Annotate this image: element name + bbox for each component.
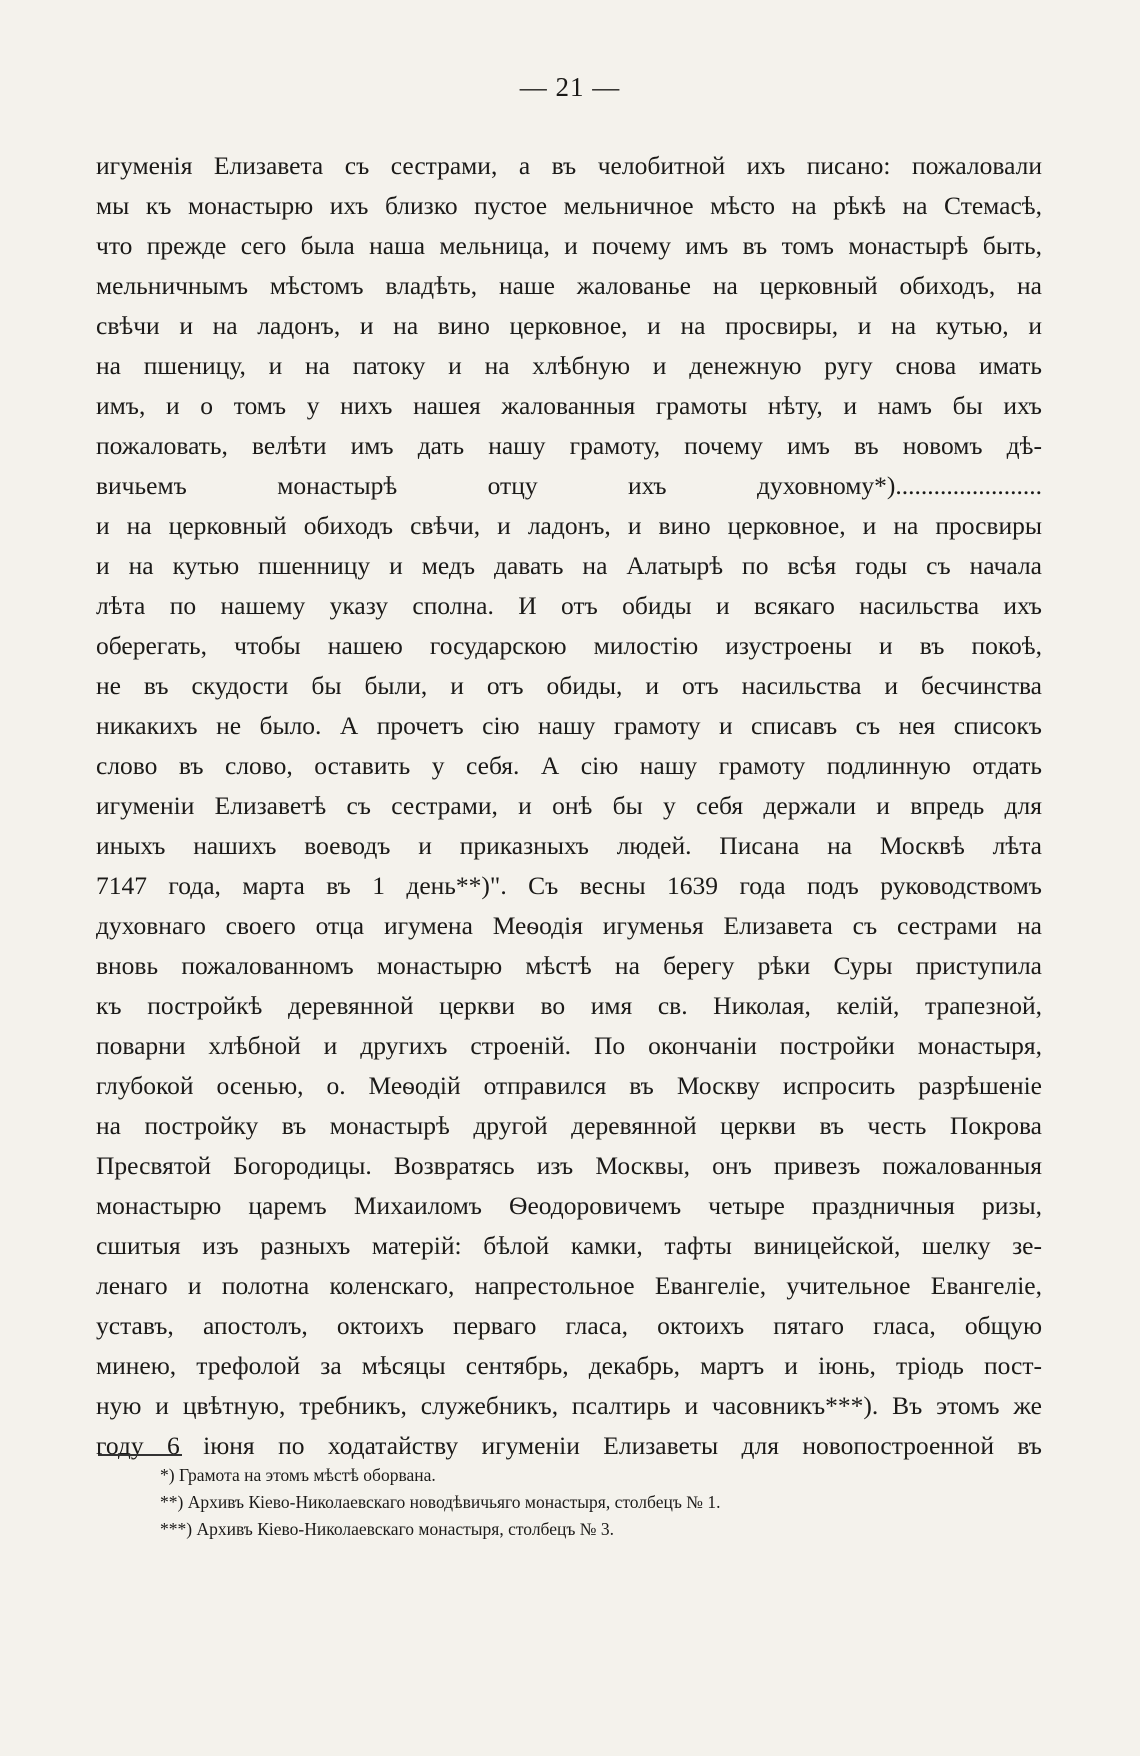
text-line: вновь пожалованномъ монастырю мѣстѣ на берегу рѣки Суры приступила [96, 951, 1042, 980]
text-line: и на церковный обиходъ свѣчи, и ладонъ, и вино церковное, и на просвиры [96, 511, 1042, 540]
text-line: слово въ слово, оставить у себя. А сію нашу грамоту подлинную отдать [96, 751, 1042, 780]
text-line: сшитыя изъ разныхъ матерій: бѣлой камки, тафты виницейской, шелку зе- [96, 1231, 1042, 1260]
text-line: минею, трефолой за мѣсяцы сентябрь, декабрь, мартъ и іюнь, тріодь пост- [96, 1351, 1042, 1380]
text-line: и на кутью пшенницу и медъ давать на Алатырѣ по всѣя годы съ начала [96, 551, 1042, 580]
text-line: духовнаго своего отца игумена Меѳодія игуменья Елизавета съ сестрами на [96, 911, 1042, 940]
text-line: оберегать, чтобы нашею государскою милостію изустроены и въ покоѣ, [96, 631, 1042, 660]
page-number: — 21 — [519, 72, 621, 102]
footnote: *) Грамота на этомъ мѣстѣ оборвана. [160, 1465, 436, 1485]
footnote-separator [98, 1454, 182, 1456]
text-line: Пресвятой Богородицы. Возвратясь изъ Москвы, онъ привезъ пожалованныя [96, 1151, 1042, 1180]
text-line: мы къ монастырю ихъ близко пустое мельничное мѣсто на рѣкѣ на Стемасѣ, [96, 191, 1042, 220]
text-line: иныхъ нашихъ воеводъ и приказныхъ людей. Писана на Москвѣ лѣта [96, 831, 1042, 860]
text-line: ную и цвѣтную, требникъ, служебникъ, псалтирь и часовникъ***). Въ этомъ же [96, 1391, 1042, 1420]
text-line: вичьемъ монастырѣ отцу ихъ духовному*)....................... [96, 471, 1042, 500]
text-line: уставъ, апостолъ, октоихъ перваго гласа, октоихъ пятаго гласа, общую [96, 1311, 1042, 1340]
text-line: игуменія Елизавета съ сестрами, а въ челобитной ихъ писано: пожаловали [96, 151, 1042, 180]
text-line: поварни хлѣбной и другихъ строеній. По окончаніи постройки монастыря, [96, 1031, 1042, 1060]
text-line: не въ скудости бы были, и отъ обиды, и отъ насильства и бесчинства [96, 671, 1042, 700]
text-line: имъ, и о томъ у нихъ нашея жалованныя грамоты нѣту, и намъ бы ихъ [96, 391, 1042, 420]
text-line: году 6 іюня по ходатайству игуменіи Елизаветы для новопостроенной въ [96, 1431, 1042, 1460]
text-line: мельничнымъ мѣстомъ владѣть, наше жалованье на церковный обиходъ, на [96, 271, 1042, 300]
text-line: никакихъ не было. А прочетъ сію нашу грамоту и списавъ съ нея списокъ [96, 711, 1042, 740]
text-line: ленаго и полотна коленскаго, напрестольное Евангеліе, учительное Евангеліе, [96, 1271, 1042, 1300]
text-line: къ постройкѣ деревянной церкви во имя св. Николая, келій, трапезной, [96, 991, 1042, 1020]
text-line: лѣта по нашему указу сполна. И отъ обиды и всякаго насильства ихъ [96, 591, 1042, 620]
text-line: что прежде сего была наша мельница, и почему имъ въ томъ монастырѣ быть, [96, 231, 1042, 260]
text-line: монастырю царемъ Михаиломъ Ѳеодоровичемъ четыре праздничныя ризы, [96, 1191, 1042, 1220]
text-line: пожаловать, велѣти имъ дать нашу грамоту, почему имъ въ новомъ дѣ- [96, 431, 1042, 460]
text-line: свѣчи и на ладонъ, и на вино церковное, и на просвиры, и на кутью, и [96, 311, 1042, 340]
footnote: ***) Архивъ Кіево-Николаевскаго монастыря, столбецъ № 3. [160, 1519, 614, 1539]
body-text [96, 146, 1042, 1466]
text-line: на пшеницу, и на патоку и на хлѣбную и денежную ругу снова имать [96, 351, 1042, 380]
text-line: 7147 года, марта въ 1 день**)". Съ весны 1639 года подъ руководствомъ [96, 871, 1042, 900]
footnote: **) Архивъ Кіево-Николаевскаго новодѣвичьяго монастыря, столбецъ № 1. [160, 1492, 721, 1512]
text-line: игуменіи Елизаветѣ съ сестрами, и онѣ бы у себя держали и впредь для [96, 791, 1042, 820]
footnotes [160, 1462, 980, 1543]
text-line: на постройку въ монастырѣ другой деревянной церкви въ честь Покрова [96, 1111, 1042, 1140]
text-line: глубокой осенью, о. Меѳодій отправился въ Москву испросить разрѣшеніе [96, 1071, 1042, 1100]
